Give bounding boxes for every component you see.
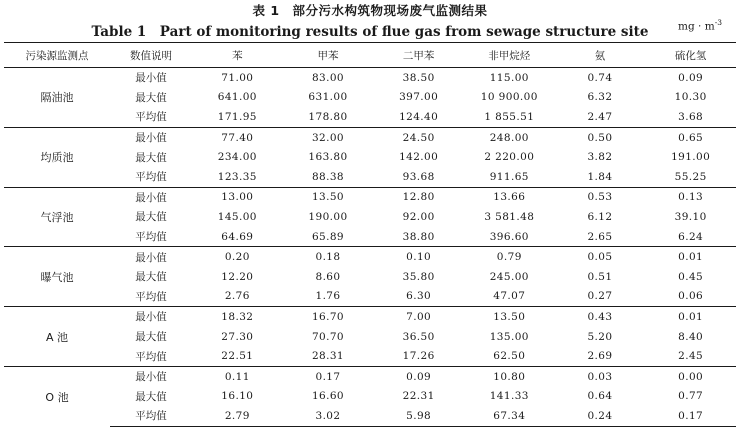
value-cell: 17.26 [402,350,435,363]
value-cell: 22.31 [402,390,435,403]
value-type-label: 最大值 [135,91,167,104]
table-row [4,167,736,187]
site-name: A 池 [4,307,110,367]
table-row [4,327,736,347]
value-cell: 245.00 [489,270,529,283]
value-cell: 0.64 [587,390,613,403]
value-cell: 24.50 [373,127,464,147]
value-cell: 0.43 [555,307,646,327]
value-cell: 35.80 [402,270,435,283]
header-hydrogen-sulfide: 硫化氢 [645,43,736,68]
value-type-label: 最大值 [135,390,167,403]
value-cell: 8.40 [678,330,704,343]
table-row [4,247,736,267]
value-cell: 1 855.51 [484,110,535,123]
value-cell: 3 581.48 [484,210,535,223]
header-toluene: 甲苯 [283,43,374,68]
site-group [4,127,736,187]
value-cell: 38.80 [402,230,435,243]
value-cell: 92.00 [402,210,435,223]
value-type-label: 最大值 [135,151,167,164]
value-type-label: 最小值 [110,307,192,327]
value-cell: 3.82 [587,151,613,164]
value-cell: 0.09 [645,68,736,88]
site-group [4,366,736,426]
table-row [4,147,736,167]
value-type-label: 平均值 [110,406,192,426]
value-cell: 911.65 [489,170,529,183]
table-row [4,88,736,108]
value-cell: 191.00 [671,151,711,164]
value-cell: 0.03 [555,366,646,386]
value-cell: 0.17 [283,366,374,386]
value-cell: 22.51 [221,350,254,363]
value-type-label: 平均值 [135,171,167,184]
table-row [4,107,736,127]
header-value-type: 数值说明 [110,43,192,68]
value-cell: 0.01 [645,247,736,267]
value-cell: 0.00 [645,366,736,386]
value-cell: 0.74 [555,68,646,88]
value-cell: 0.79 [464,247,555,267]
table-row [4,346,736,366]
site-name: 曝气池 [4,247,110,307]
table-row [4,187,736,207]
table-row [4,366,736,386]
value-cell: 16.70 [283,307,374,327]
value-cell: 2.76 [224,290,250,303]
value-cell: 396.60 [489,230,529,243]
value-cell: 0.45 [678,270,704,283]
value-cell: 12.80 [373,187,464,207]
site-name: 隔油池 [4,68,110,128]
value-cell: 8.60 [315,270,341,283]
value-cell: 71.00 [192,68,283,88]
value-cell: 2 220.00 [484,151,535,164]
value-cell: 0.18 [283,247,374,267]
value-type-label: 最大值 [135,331,167,344]
table-row [4,287,736,307]
value-cell: 62.50 [493,350,526,363]
table-row [4,267,736,287]
value-cell: 0.06 [678,290,704,303]
unit-base: mg · m [678,20,715,33]
value-type-label: 最小值 [110,247,192,267]
value-cell: 0.17 [645,406,736,426]
value-cell: 28.31 [311,350,345,363]
value-cell: 18.32 [192,307,283,327]
site-group [4,187,736,247]
value-cell: 47.07 [493,290,526,303]
value-cell: 13.50 [283,187,374,207]
value-cell: 0.77 [678,390,704,403]
table-title-en: Table 1 Part of monitoring results of flue gas from sewage structure site [91,24,649,40]
value-cell: 135.00 [489,330,529,343]
value-cell: 2.47 [587,110,613,123]
value-cell: 0.24 [555,406,646,426]
value-cell: 5.98 [373,406,464,426]
value-cell: 0.50 [555,127,646,147]
value-cell: 641.00 [217,91,257,104]
table-row [4,68,736,88]
value-cell: 123.35 [217,170,257,183]
value-cell: 39.10 [674,210,707,223]
value-cell: 2.45 [678,350,704,363]
value-cell: 0.13 [645,187,736,207]
value-cell: 2.79 [192,406,283,426]
table-title-cn: 表 1 部分污水构筑物现场废气监测结果 [252,3,488,18]
value-cell: 10.30 [674,91,707,104]
value-type-label: 最大值 [135,211,167,224]
header-site: 污染源监测点 [4,43,110,68]
site-name: 均质池 [4,127,110,187]
value-cell: 0.01 [645,307,736,327]
value-cell: 124.40 [399,110,439,123]
value-cell: 13.00 [192,187,283,207]
value-cell: 0.53 [555,187,646,207]
value-type-label: 最小值 [110,187,192,207]
value-cell: 190.00 [308,210,348,223]
value-cell: 0.27 [587,290,613,303]
value-type-label: 最小值 [110,127,192,147]
value-cell: 64.69 [221,230,254,243]
value-cell: 16.60 [311,390,345,403]
value-cell: 7.00 [373,307,464,327]
value-cell: 6.30 [406,290,432,303]
value-cell: 0.51 [587,270,613,283]
monitoring-results-table [4,42,736,427]
value-cell: 38.50 [373,68,464,88]
value-cell: 0.20 [192,247,283,267]
value-type-label: 平均值 [135,350,167,363]
value-type-label: 平均值 [135,290,167,303]
value-cell: 631.00 [308,91,348,104]
value-cell: 10 900.00 [480,91,538,104]
value-cell: 88.38 [311,170,345,183]
header-benzene: 苯 [192,43,283,68]
value-type-label: 最小值 [110,366,192,386]
value-cell: 12.20 [221,270,254,283]
value-cell: 3.68 [678,110,704,123]
table-row [4,307,736,327]
value-cell: 6.24 [678,230,704,243]
value-cell: 178.80 [308,110,348,123]
header-xylene: 二甲苯 [373,43,464,68]
site-group [4,247,736,307]
value-type-label: 平均值 [135,111,167,124]
unit-exponent: -3 [714,18,722,27]
value-cell: 1.84 [587,170,613,183]
table-row [4,227,736,247]
table-row [4,207,736,227]
value-cell: 10.80 [464,366,555,386]
value-cell: 2.65 [587,230,613,243]
value-cell: 397.00 [399,91,439,104]
site-name: 气浮池 [4,187,110,247]
value-cell: 27.30 [221,330,254,343]
value-cell: 145.00 [217,210,257,223]
unit-label [678,18,722,33]
value-cell: 83.00 [283,68,374,88]
value-cell: 77.40 [192,127,283,147]
value-cell: 0.11 [192,366,283,386]
value-cell: 0.10 [373,247,464,267]
site-group [4,307,736,367]
value-cell: 115.00 [464,68,555,88]
value-cell: 0.09 [373,366,464,386]
value-cell: 171.95 [217,110,257,123]
value-cell: 55.25 [674,170,707,183]
table-row [4,127,736,147]
value-cell: 32.00 [283,127,374,147]
value-cell: 93.68 [402,170,435,183]
value-cell: 0.65 [645,127,736,147]
value-type-label: 平均值 [135,231,167,244]
value-cell: 16.10 [221,390,254,403]
site-name: O 池 [4,366,110,426]
table-row [4,387,736,407]
value-cell: 70.70 [311,330,345,343]
value-cell: 163.80 [308,151,348,164]
header-non-methane-hydrocarbon: 非甲烷烃 [464,43,555,68]
value-cell: 0.05 [555,247,646,267]
header-ammonia: 氨 [555,43,646,68]
value-cell: 248.00 [464,127,555,147]
header-row [4,43,736,68]
value-cell: 13.66 [464,187,555,207]
value-type-label: 最小值 [110,68,192,88]
value-cell: 6.12 [587,210,613,223]
value-cell: 3.02 [283,406,374,426]
value-cell: 1.76 [315,290,341,303]
value-cell: 36.50 [402,330,435,343]
value-cell: 2.69 [587,350,613,363]
value-cell: 5.20 [587,330,613,343]
value-cell: 67.34 [464,406,555,426]
value-type-label: 最大值 [135,271,167,284]
value-cell: 141.33 [489,390,529,403]
value-cell: 234.00 [217,151,257,164]
table-row [4,406,736,426]
value-cell: 6.32 [587,91,613,104]
site-group [4,68,736,128]
value-cell: 142.00 [399,151,439,164]
value-cell: 13.50 [464,307,555,327]
value-cell: 65.89 [311,230,345,243]
